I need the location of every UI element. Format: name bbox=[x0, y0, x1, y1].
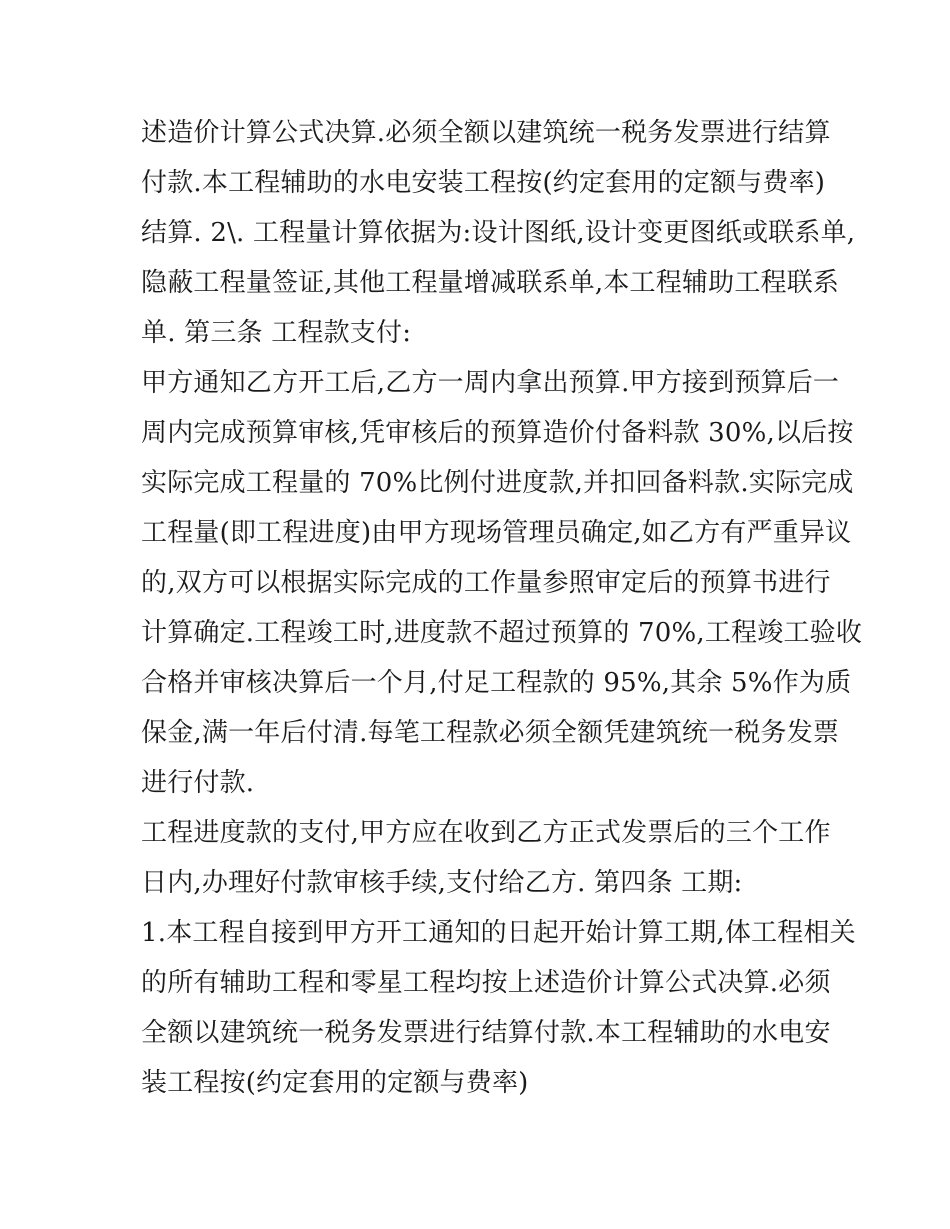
text-line: 述造价计算公式决算.必须全额以建筑统一税务发票进行结算 bbox=[141, 118, 831, 148]
text-line: 周内完成预算审核,凭审核后的预算造价付备料款 30%,以后按 bbox=[141, 418, 854, 448]
text-line: 结算. 2\. 工程量计算依据为:设计图纸,设计变更图纸或联系单, bbox=[141, 218, 856, 248]
text-line: 工程进度款的支付,甲方应在收到乙方正式发票后的三个工作 bbox=[141, 818, 831, 848]
text-line: 合格并审核决算后一个月,付足工程款的 95%,其余 5%作为质 bbox=[141, 668, 852, 698]
text-line: 全额以建筑统一税务发票进行结算付款.本工程辅助的水电安 bbox=[141, 1018, 831, 1048]
text-line: 的所有辅助工程和零星工程均按上述造价计算公式决算.必须 bbox=[141, 968, 831, 998]
text-line: 1.本工程自接到甲方开工通知的日起开始计算工期,体工程相关 bbox=[141, 918, 856, 948]
text-line: 装工程按(约定套用的定额与费率) bbox=[141, 1068, 529, 1098]
text-line: 付款.本工程辅助的水电安装工程按(约定套用的定额与费率) bbox=[141, 168, 826, 198]
text-line: 日内,办理好付款审核手续,支付给乙方. 第四条 工期: bbox=[141, 868, 743, 898]
text-line: 隐蔽工程量签证,其他工程量增减联系单,本工程辅助工程联系 bbox=[141, 268, 840, 298]
document-body bbox=[141, 108, 863, 1108]
text-line: 甲方通知乙方开工后,乙方一周内拿出预算.甲方接到预算后一 bbox=[141, 368, 840, 398]
text-line: 的,双方可以根据实际完成的工作量参照审定后的预算书进行 bbox=[141, 568, 831, 598]
text-line: 进行付款. bbox=[141, 768, 255, 798]
text-line: 单. 第三条 工程款支付: bbox=[141, 318, 412, 348]
text-line: 计算确定.工程竣工时,进度款不超过预算的 70%,工程竣工验收 bbox=[141, 618, 863, 648]
text-line: 工程量(即工程进度)由甲方现场管理员确定,如乙方有严重异议 bbox=[141, 518, 852, 548]
text-line: 保金,满一年后付清.每笔工程款必须全额凭建筑统一税务发票 bbox=[141, 718, 840, 748]
text-line: 实际完成工程量的 70%比例付进度款,并扣回备料款.实际完成 bbox=[141, 468, 854, 498]
